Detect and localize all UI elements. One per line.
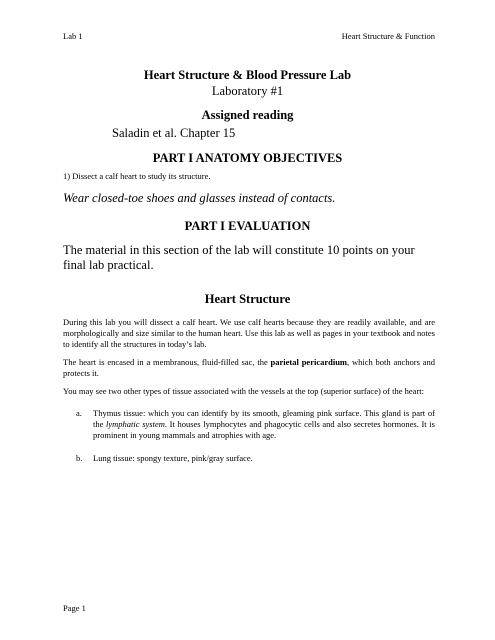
evaluation-text: The material in this section of the lab will constitute 10 points on your final lab practical. [63,243,415,272]
list-label-b: b. [76,453,83,463]
list-text-a: Thymus tissue: which you can identify by its smooth, gleaming pink surface. This gland is part of the lymphatic system. It houses lymphocytes and phagocytic cells and also secretes hormones. It is prominent in young mammals and atrophies with age. [93,408,435,440]
objective-item-1: 1) Dissect a calf heart to study its structure. [63,171,211,181]
header-left: Lab 1 [63,31,83,41]
page-subtitle: Laboratory #1 [211,84,284,98]
reading-heading: Assigned reading [201,108,294,122]
structure-heading: Heart Structure [204,292,291,306]
evaluation-heading: PART I EVALUATION [184,219,311,233]
structure-paragraph-2: The heart is encased in a membranous, fluid-filled sac, the parietal pericardium, which both anchors and protects it. [63,357,436,378]
page-title: Heart Structure & Blood Pressure Lab [143,68,352,82]
structure-paragraph-1: During this lab you will dissect a calf heart. We use calf hearts because they are readily available, and are morphologically and size similar to the human heart. Use this lab as well as pages in your textbook and notes to identify all the structures in today’s lab. [63,317,435,349]
header-right: Heart Structure & Function [341,31,435,41]
structure-paragraph-3: You may see two other types of tissue associated with the vessels at the top (superior surface) of the heart: [63,386,425,396]
list-label-a: a. [76,408,82,418]
reading-text: Saladin et al. Chapter 15 [112,126,236,140]
list-text-b: Lung tissue: spongy texture, pink/gray surface. [93,453,253,463]
page-number: Page 1 [63,603,86,613]
term-parietal-pericardium: parietal pericardium [270,357,348,367]
term-lymphatic-system: lymphatic system [106,419,165,429]
objectives-heading: PART I ANATOMY OBJECTIVES [152,151,343,165]
safety-warning: Wear closed-toe shoes and glasses instead of contacts. [63,191,336,205]
